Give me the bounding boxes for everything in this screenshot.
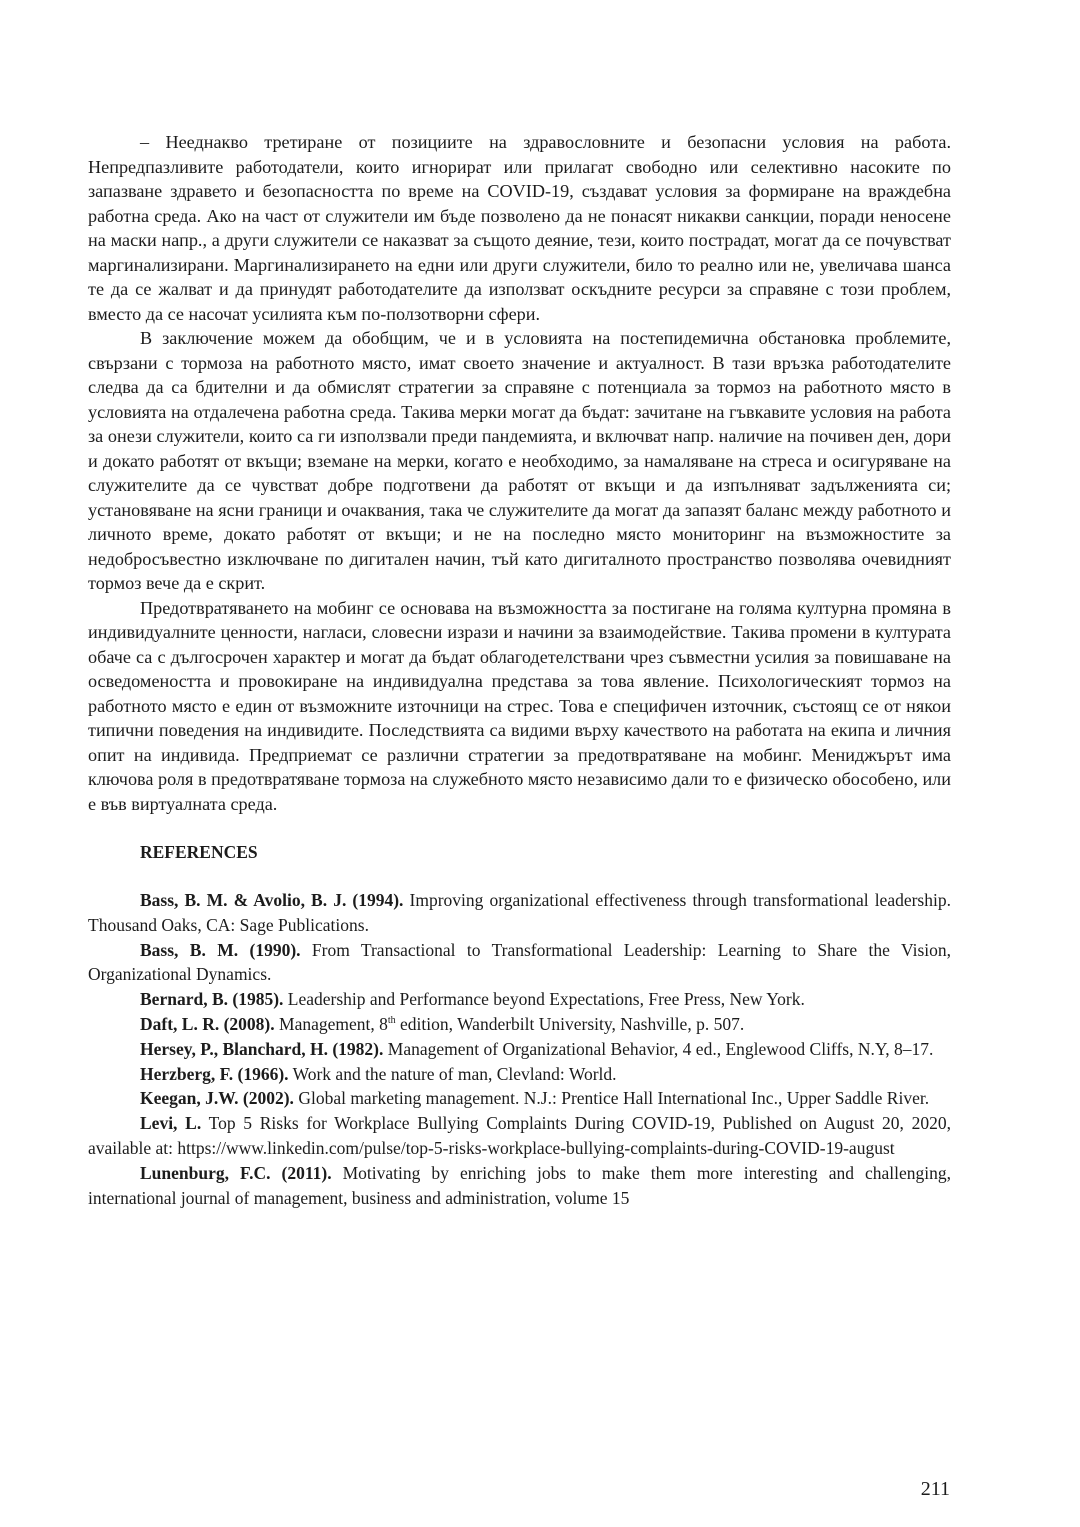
reference-text: Management of Organizational Behavior, 4 ed., Englewood Cliffs, N.Y, 8–17.: [383, 1038, 934, 1059]
reference-author: Lunenburg, F.C. (2011).: [140, 1162, 332, 1183]
references-list: [88, 888, 951, 1210]
reference-text: From Transactional to Transformational Leadership: Learning to Share the Vision, Organizational Dynamics.: [88, 939, 951, 985]
reference-text: Motivating by enriching jobs to make them more interesting and challenging, international journal of management, business and administration, volume 15: [88, 1162, 952, 1208]
reference-author: Levi, L.: [140, 1113, 202, 1134]
reference-text: Leadership and Performance beyond Expectations, Free Press, New York.: [283, 989, 805, 1010]
reference-text: Improving organizational effectiveness through transformational leadership. Thousand Oaks, CA: Sage Publications.: [88, 890, 951, 935]
reference-author: Keegan, J.W. (2002).: [140, 1088, 294, 1109]
reference-author: Bernard, B. (1985).: [140, 989, 284, 1010]
reference-author: Bass, B. M. (1990).: [140, 939, 301, 960]
reference-item: [88, 1161, 951, 1211]
reference-text: Management, 8: [274, 1013, 388, 1034]
reference-author: Daft, L. R. (2008).: [140, 1013, 275, 1034]
reference-item: [88, 1062, 951, 1087]
reference-item: [88, 987, 951, 1012]
references-heading: REFERENCES: [140, 842, 258, 862]
page-content: [88, 130, 951, 1210]
reference-author: Herzberg, F. (1966).: [140, 1063, 289, 1084]
reference-author: Bass, B. M. & Avolio, B. J. (1994).: [140, 890, 404, 910]
reference-item: [88, 1037, 951, 1062]
body-paragraph-mobbing-prevention: Предотвратяването на мобинг се основава на възможността за постигане на голяма културна промяна в индивидуалните ценности, нагласи, словесни изрази и начини за взаимодействие. Такива промени в културата обаче са с дългосрочен характер и могат да бъдат облагодетелствани чрез съвместни усилия за повишаване на осведомеността и провокиране на индивидуална представа за това явление. Психологическият тормоз на работното място е един от възможните източници на стрес. Това е специфичен източник, състоящ се от някои типични поведения на индивидите. Последствията са видими върху качеството на работата на екипа и личния опит на индивида. Предприемат се различни стратегии за предотвратяване на мобинг. Мениджърът има ключова роля в предотвратяване тормоза на служебното място независимо дали то е физическо обособено, или е във виртуалната среда.: [88, 597, 951, 814]
page-number: 211: [920, 1478, 950, 1500]
reference-item: [88, 1012, 951, 1037]
reference-item: [88, 888, 951, 938]
body-paragraph-unequal-treatment: – Нееднакво третиране от позициите на здравословните и безопасни условия на работа. Непредпазливите работодатели, които игнорират или прилагат свободно или селективно насоките по запазване здравето и безопасността по време на COVID-19, създават условия за формиране на враждебна работна среда. Ако на част от служители им бъде позволено да не понасят никакви санкции, поради неносене на маски напр., а други служители се наказват за същото деяние, тези, които пострадат, могат да се почувстват маргинализирани. Маргинализирането на едни или други служители, било то реално или не, увеличава шанса те да се жалват и да принудят работодателите да използват оскъдните ресурси за справяне с този проблем, вместо да се насочат усилията към по-ползотворни сфери.: [88, 132, 951, 324]
reference-item: [88, 1086, 951, 1111]
reference-item: [88, 938, 951, 988]
reference-item: [88, 1111, 951, 1161]
reference-superscript: th: [387, 1015, 396, 1027]
reference-text: edition, Wanderbilt University, Nashville, p. 507.: [395, 1013, 745, 1034]
reference-text: Top 5 Risks for Workplace Bullying Complaints During COVID-19, Published on August 20, 2020, available at: https://www.linkedin.com/pulse/top-5-risks-workplace-bullying-complaints-during-COVID-19-august: [88, 1113, 951, 1158]
reference-author: Hersey, P., Blanchard, H. (1982).: [140, 1038, 384, 1059]
reference-text: Work and the nature of man, Clevland: World.: [288, 1063, 617, 1084]
body-paragraph-conclusion: В заключение можем да обобщим, че и в условията на постепидемична обстановка проблемите, свързани с тормоза на работното място, имат своето значение и актуалност. В тази връзка работодателите следва да са бдителни и да обмислят стратегии за справяне с потенциала за тормоз на работното място в условията на отдалечена работна среда. Такива мерки могат да бъдат: зачитане на гъвкавите условия на работа за онези служители, които са ги използвали преди пандемията, и включват напр. наличие на почивен ден, дори и докато работят от вкъщи; вземане на мерки, когато е необходимо, за намаляване на стреса и осигуряване на служителите да се чувстват добре подготвени да работят от вкъщи и да изпълняват задълженията си; установяване на ясни граници и очаквания, така че служителите да могат да запазят баланс между работното и личното време, докато работят от вкъщи; и не на последно място мониторинг на възможностите за недобросъвестно изключване по дигитален начин, тъй като дигиталното пространство позволява очевидният тормоз вече да е скрит.: [88, 328, 951, 593]
reference-text: Global marketing management. N.J.: Prentice Hall International Inc., Upper Saddle River.: [293, 1088, 930, 1109]
